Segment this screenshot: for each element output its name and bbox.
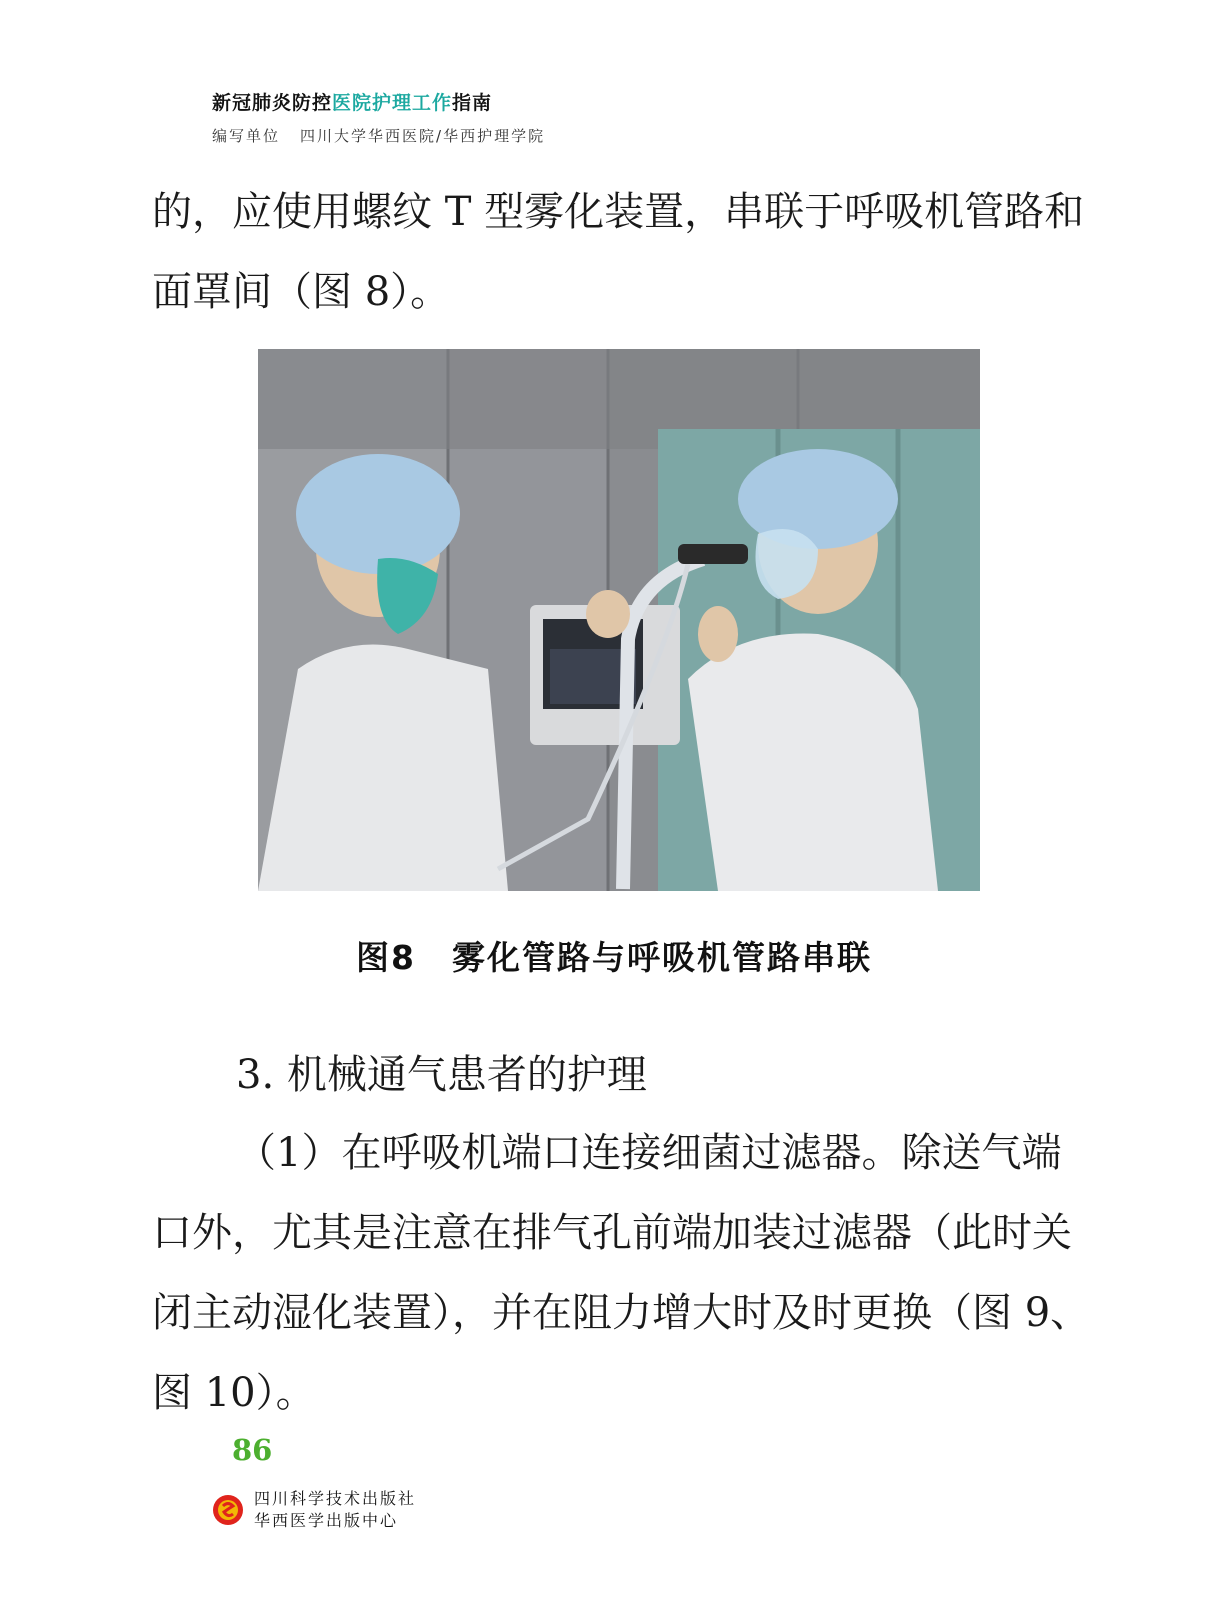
page-number: 86 [232,1433,273,1467]
figure-number: 图8 [356,938,416,977]
running-header [212,88,545,146]
photo-illustration [258,349,980,891]
compiler-label: 编写单位 [212,127,281,145]
photo-hand [698,606,738,662]
compiler-line [212,125,545,146]
figure-caption-text: 雾化管路与呼吸机管路串联 [451,938,872,977]
publisher-line-1: 四川科学技术出版社 [254,1489,417,1508]
book-title-part1: 新冠肺炎防控 [212,92,333,114]
publisher-logo-icon [212,1494,244,1526]
section-heading: 3. 机械通气患者的护理 [236,1052,647,1098]
book-title-accent: 医院护理工作 [332,92,453,114]
figure-8-photo [258,349,980,891]
body-paragraph-item1: （1）在呼吸机端口连接细菌过滤器。除送气端口外，尤其是注意在排气孔前端加装过滤器（此时关闭主动湿化装置），并在阻力增大时及时更换（图 9、图 10）。 [152,1130,1091,1416]
book-title [212,88,545,115]
body-paragraph-top: 的，应使用螺纹 T 型雾化装置，串联于呼吸机管路和面罩间（图 8）。 [152,189,1085,315]
photo-nebulizer-device [678,544,748,564]
compiler-value: 四川大学华西医院/华西护理学院 [300,127,546,145]
photo-nurse-left-cap [296,454,460,574]
book-title-part2: 指南 [452,92,493,114]
publisher-line-2: 华西医学出版中心 [254,1511,399,1530]
publisher-names [254,1488,416,1532]
publisher-block [212,1488,416,1532]
figure-caption [0,932,1228,979]
